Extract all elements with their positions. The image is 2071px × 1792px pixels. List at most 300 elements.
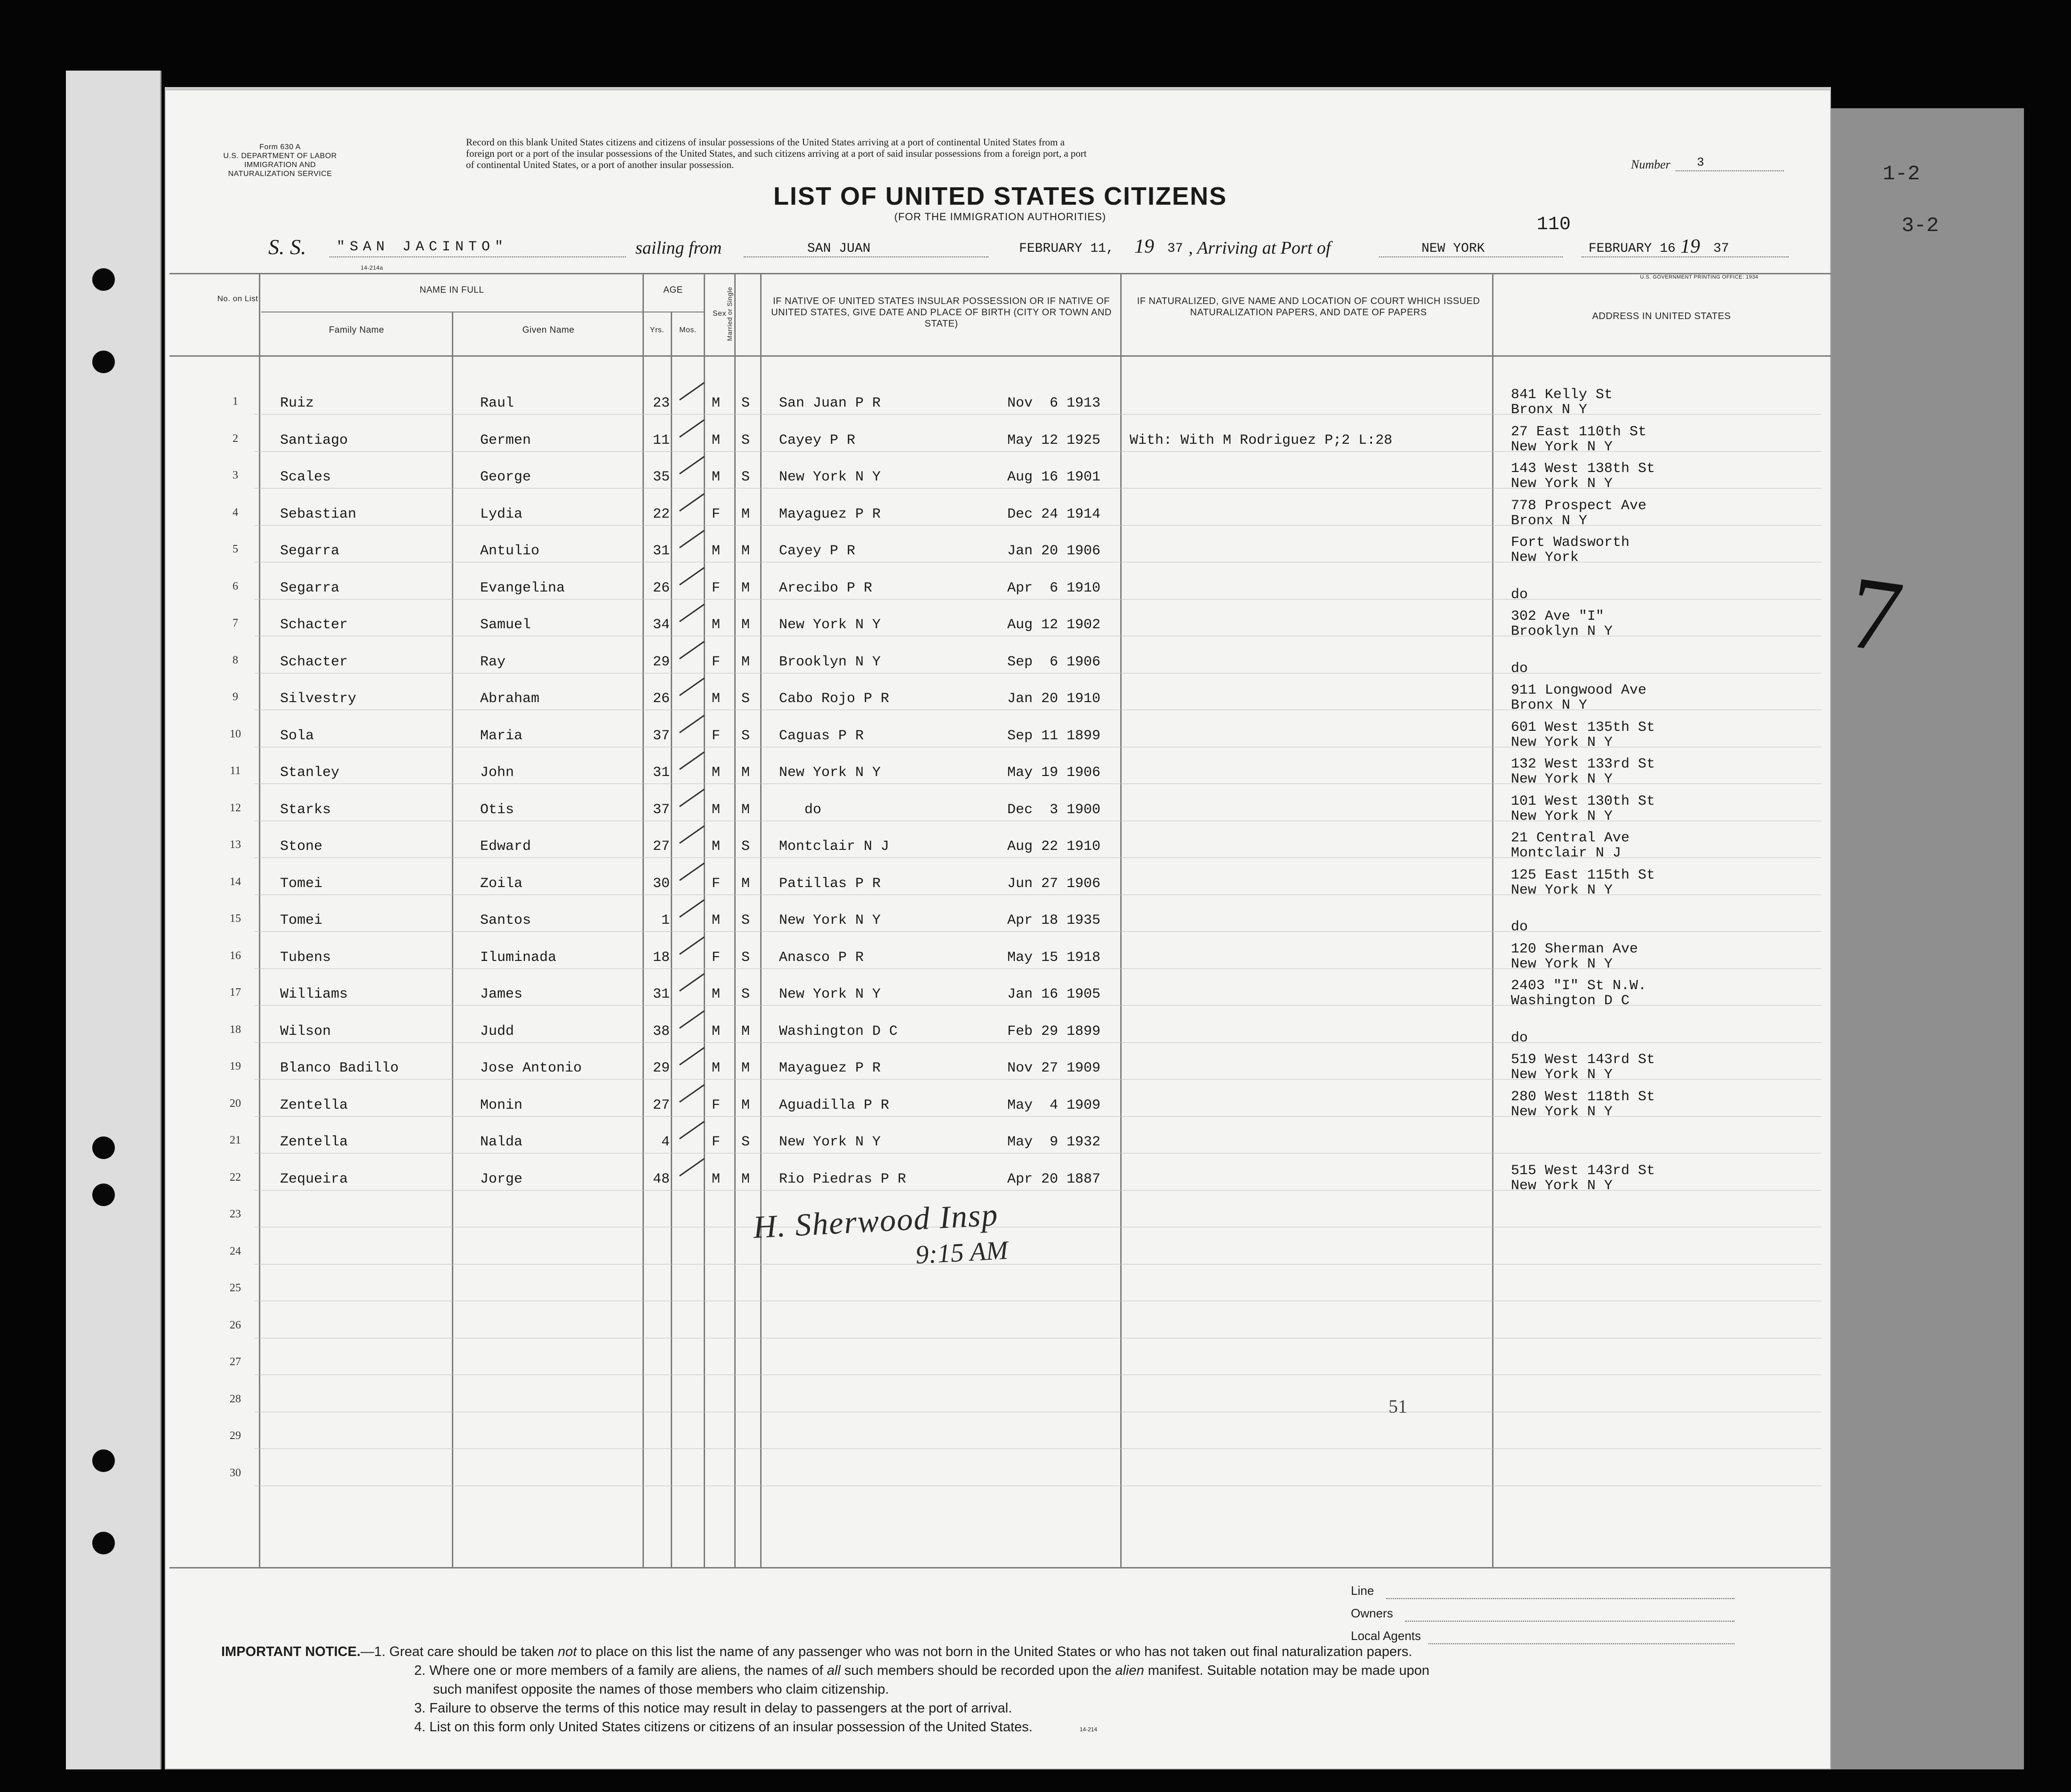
marital-status: M [741, 1060, 750, 1076]
sex: M [712, 395, 721, 411]
row-number: 24 [230, 1245, 241, 1257]
birth-place: New York N Y [779, 1134, 881, 1150]
given-name: Maria [480, 728, 523, 744]
notice-line-2-cont: such manifest opposite the names of those members who claim citizenship. [433, 1682, 889, 1697]
row-number: 17 [230, 986, 241, 999]
family-name: Zentella [280, 1134, 348, 1150]
sex: M [712, 802, 721, 818]
agents-label: Local Agents [1351, 1629, 1421, 1643]
arrival-year-prefix: 19 [1680, 236, 1700, 257]
age-years: 22 [652, 506, 670, 522]
form-id-block [207, 143, 353, 178]
family-name: Stanley [280, 765, 340, 781]
from-line [744, 256, 988, 257]
family-name: Ruiz [280, 395, 314, 411]
marital-status: S [741, 691, 750, 707]
sex: F [712, 506, 721, 522]
inspector-signature: H. Sherwood Insp [752, 1196, 999, 1245]
table-header-rule [169, 355, 1831, 357]
marital-status: S [741, 950, 750, 966]
address-line-2: Montclair N J [1511, 845, 1621, 861]
row-number: 21 [230, 1134, 241, 1146]
address-line-2: do [1511, 661, 1528, 677]
birth-place: New York N Y [779, 986, 881, 1002]
ruled-line [254, 931, 1822, 932]
col-header-no: No. on List [217, 294, 258, 303]
agency-line: IMMIGRATION AND [244, 161, 316, 169]
marital-status: M [741, 765, 750, 781]
row-number: 2 [233, 432, 238, 445]
page-title: LIST OF UNITED STATES CITIZENS [773, 182, 1227, 210]
row-number: 28 [230, 1393, 241, 1405]
family-name: Williams [280, 986, 348, 1002]
family-name: Scales [280, 469, 331, 485]
notice-line-3: 3. Failure to observe the terms of this notice may result in delay to passengers at the port of arrival. [414, 1701, 1012, 1716]
marital-status: S [741, 469, 750, 485]
col-header-yrs: Yrs. [650, 326, 665, 334]
age-years: 37 [652, 802, 670, 818]
age-years: 29 [652, 1060, 670, 1076]
marital-status: S [741, 432, 750, 448]
birth-date: Jun 27 1906 [1007, 876, 1101, 892]
margin-mark: 1-2 [1883, 162, 1920, 186]
ruled-line [254, 599, 1822, 600]
row-number: 12 [230, 802, 241, 814]
arrival-date-line [1581, 256, 1789, 257]
address-line-2: Bronx N Y [1511, 402, 1588, 418]
marital-status: M [741, 543, 750, 559]
col-header-naturalized: IF NATURALIZED, GIVE NAME AND LOCATION OF COURT WHICH ISSUED NATURALIZATION PAPERS, AND DATE OF PAPERS [1137, 296, 1480, 318]
age-years: 18 [652, 950, 670, 966]
given-name: Monin [480, 1097, 523, 1113]
ss-label: S. S. [268, 235, 306, 259]
given-name: Germen [480, 432, 531, 448]
address-line-1: 120 Sherman Ave [1511, 941, 1638, 957]
marital-status: M [741, 654, 750, 670]
signature-time: 9:15 AM [915, 1235, 1009, 1270]
address-line-1: 125 East 115th St [1511, 867, 1655, 883]
ruled-line [254, 1448, 1822, 1449]
address-line-1: 841 Kelly St [1511, 387, 1613, 403]
address-line-2: New York N Y [1511, 1178, 1613, 1194]
family-name: Stone [280, 839, 323, 855]
col-divider [1492, 273, 1493, 1567]
sex: M [712, 469, 721, 485]
sex: M [712, 1024, 721, 1040]
sex: M [712, 1060, 721, 1076]
birth-place: do [779, 802, 822, 818]
given-name: Santos [480, 912, 531, 928]
col-header-address: ADDRESS IN UNITED STATES [1592, 311, 1731, 321]
binder-strip [66, 71, 161, 1769]
punch-hole [92, 268, 115, 291]
sex: F [712, 950, 721, 966]
age-years: 35 [652, 469, 670, 485]
ruled-line [254, 1042, 1822, 1043]
birth-place: Cabo Rojo P R [779, 691, 890, 707]
sex: M [712, 765, 721, 781]
birth-place: Anasco P R [779, 950, 864, 966]
row-number: 9 [233, 691, 238, 703]
birth-place: Cayey P R [779, 543, 856, 559]
tally-number: 51 [1389, 1396, 1407, 1417]
notice-line-4: 4. List on this form only United States citizens or citizens of an insular possession of the United States. 14-214 [414, 1720, 1098, 1735]
address-line-1: 601 West 135th St [1511, 720, 1655, 736]
address-line-1: 101 West 130th St [1511, 793, 1655, 809]
marital-status: M [741, 802, 750, 818]
col-header-name-group: NAME IN FULL [419, 285, 484, 295]
age-years: 26 [652, 580, 670, 596]
address-line-1: 2403 "I" St N.W. [1511, 978, 1647, 994]
row-number: 6 [233, 580, 238, 592]
margin-mark: 3-2 [1902, 214, 1939, 238]
row-number: 8 [233, 654, 238, 666]
marital-status: S [741, 1134, 750, 1150]
birth-place: Arecibo P R [779, 580, 873, 596]
row-number: 13 [230, 839, 241, 851]
punch-hole [92, 351, 115, 373]
gpo-note: U.S. GOVERNMENT PRINTING OFFICE: 1934 [1640, 274, 1758, 280]
backing-sheet [1817, 108, 2024, 1769]
address-line-2: Bronx N Y [1511, 513, 1588, 529]
row-number: 1 [233, 395, 238, 408]
given-name: Antulio [480, 543, 540, 559]
row-number: 23 [230, 1208, 241, 1220]
birth-date: Dec 24 1914 [1007, 506, 1101, 522]
marital-status: S [741, 839, 750, 855]
ship-name: "SAN JACINTO" [337, 239, 508, 255]
sex: F [712, 580, 721, 596]
address-line-2: New York N Y [1511, 771, 1613, 787]
table-top-rule [169, 273, 1831, 274]
address-line-1: 778 Prospect Ave [1511, 498, 1647, 514]
print-code: 14-214a [361, 264, 383, 271]
col-divider [1120, 273, 1122, 1567]
sail-date: FEBRUARY 11, [1019, 241, 1114, 256]
family-name: Santiago [280, 432, 348, 448]
naturalization-note: With: With M Rodriguez P;2 L:28 [1130, 432, 1393, 448]
address-line-1: Fort Wadsworth [1511, 535, 1630, 551]
given-name: Raul [480, 395, 514, 411]
birth-place: Mayaguez P R [779, 506, 881, 522]
birth-date: Jan 20 1906 [1007, 543, 1101, 559]
birth-place: San Juan P R [779, 395, 881, 411]
agency-line: NATURALIZATION SERVICE [228, 170, 332, 178]
birth-date: Sep 6 1906 [1007, 654, 1101, 670]
row-number: 11 [230, 765, 241, 777]
marital-status: M [741, 876, 750, 892]
given-name: Lydia [480, 506, 523, 522]
row-number: 16 [230, 950, 241, 962]
punch-hole [92, 1184, 115, 1206]
arrival-port-line [1379, 256, 1563, 257]
row-number: 27 [230, 1356, 241, 1368]
birth-date: Nov 27 1909 [1007, 1060, 1101, 1076]
birth-place: New York N Y [779, 469, 881, 485]
address-line-2: New York N Y [1511, 735, 1613, 751]
birth-date: Feb 29 1899 [1007, 1024, 1101, 1040]
sex: M [712, 912, 721, 928]
birth-date: May 9 1932 [1007, 1134, 1101, 1150]
marital-status: S [741, 395, 750, 411]
sex: F [712, 1134, 721, 1150]
given-name: Samuel [480, 617, 531, 633]
address-line-2: New York N Y [1511, 476, 1613, 492]
address-line-2: New York N Y [1511, 808, 1613, 824]
age-years: 4 [661, 1134, 670, 1150]
marital-status: M [741, 580, 750, 596]
given-name: George [480, 469, 531, 485]
row-number: 18 [230, 1024, 241, 1036]
address-line-2: Brooklyn N Y [1511, 624, 1613, 640]
birth-place: Aguadilla P R [779, 1097, 890, 1113]
line-label: Line [1351, 1584, 1374, 1598]
col-divider [452, 312, 453, 1567]
sex: F [712, 728, 721, 744]
ship-line [329, 256, 626, 257]
age-years: 34 [652, 617, 670, 633]
row-number: 3 [233, 469, 238, 481]
sex: F [712, 654, 721, 670]
age-years: 30 [652, 876, 670, 892]
age-years: 31 [652, 765, 670, 781]
birth-date: May 4 1909 [1007, 1097, 1101, 1113]
birth-date: Apr 20 1887 [1007, 1171, 1101, 1187]
age-years: 48 [652, 1171, 670, 1187]
birth-date: Sep 11 1899 [1007, 728, 1101, 744]
sex: M [712, 1171, 721, 1187]
marital-status: S [741, 728, 750, 744]
age-years: 38 [652, 1024, 670, 1040]
col-divider [642, 273, 644, 1567]
marital-status: S [741, 912, 750, 928]
family-name: Blanco Badillo [280, 1060, 399, 1076]
row-number: 4 [233, 506, 238, 519]
instruction-line: Record on this blank United States citizens and citizens of insular possessions of the United States arriving at a port of continental United States from a [466, 136, 1065, 148]
family-name: Sebastian [280, 506, 357, 522]
address-line-1: 280 West 118th St [1511, 1089, 1655, 1105]
birth-place: New York N Y [779, 912, 881, 928]
sailing-label: sailing from [635, 238, 722, 258]
sex: M [712, 839, 721, 855]
col-header-family: Family Name [329, 325, 385, 335]
row-number: 5 [233, 543, 238, 555]
given-name: Edward [480, 839, 531, 855]
sex: M [712, 617, 721, 633]
col-header-sex: Sex [712, 310, 727, 318]
given-name: James [480, 986, 523, 1002]
sex: M [712, 691, 721, 707]
row-number: 20 [230, 1097, 241, 1110]
age-years: 23 [652, 395, 670, 411]
birth-date: Jan 20 1910 [1007, 691, 1101, 707]
row-number: 10 [230, 728, 241, 740]
address-line-2: New York N Y [1511, 439, 1613, 455]
given-name: Otis [480, 802, 514, 818]
line-field [1386, 1598, 1734, 1599]
family-name: Schacter [280, 617, 348, 633]
number-value: 3 [1697, 155, 1704, 169]
birth-place: Washington D C [779, 1024, 898, 1040]
given-name: Iluminada [480, 950, 557, 966]
address-line-1: 515 West 143rd St [1511, 1163, 1655, 1179]
given-name: Nalda [480, 1134, 523, 1150]
marital-status: M [741, 1171, 750, 1187]
family-name: Zequeira [280, 1171, 348, 1187]
address-line-2: New York N Y [1511, 1067, 1613, 1083]
address-line-2: do [1511, 1030, 1528, 1046]
row-number: 14 [230, 876, 241, 888]
marital-status: M [741, 1024, 750, 1040]
birth-place: Brooklyn N Y [779, 654, 881, 670]
given-name: Zoila [480, 876, 523, 892]
arrival-year: 37 [1713, 241, 1729, 256]
number-line [1676, 170, 1784, 171]
col-divider [259, 273, 260, 1567]
owners-label: Owners [1351, 1606, 1393, 1620]
marital-status: M [741, 506, 750, 522]
col-header-age: AGE [663, 285, 683, 295]
age-years: 29 [652, 654, 670, 670]
form-instructions [466, 136, 1539, 170]
row-number: 7 [233, 617, 238, 629]
row-number: 30 [230, 1467, 241, 1479]
given-name: Jorge [480, 1171, 523, 1187]
family-name: Tubens [280, 950, 331, 966]
address-line-2: New York N Y [1511, 956, 1613, 972]
address-line-2: New York [1511, 550, 1579, 566]
col-divider [734, 273, 736, 1567]
margin-mark-large: 7 [1842, 554, 1910, 675]
family-name: Zentella [280, 1097, 348, 1113]
address-line-2: do [1511, 587, 1528, 603]
marital-status: S [741, 986, 750, 1002]
form-number: Form 630 A [259, 143, 301, 151]
address-line-2: do [1511, 919, 1528, 935]
from-port: SAN JUAN [807, 241, 871, 256]
age-years: 1 [661, 912, 670, 928]
marital-status: M [741, 617, 750, 633]
birth-date: May 19 1906 [1007, 765, 1101, 781]
birth-date: Apr 18 1935 [1007, 912, 1101, 928]
birth-place: Cayey P R [779, 432, 856, 448]
row-number: 22 [230, 1171, 241, 1184]
sex: M [712, 986, 721, 1002]
address-line-2: Bronx N Y [1511, 697, 1588, 713]
punch-hole [92, 1532, 115, 1554]
family-name: Tomei [280, 912, 323, 928]
sex: M [712, 432, 721, 448]
family-name: Wilson [280, 1024, 331, 1040]
address-line-1: 27 East 110th St [1511, 424, 1647, 440]
address-line-2: New York N Y [1511, 1104, 1613, 1120]
row-number: 25 [230, 1282, 241, 1294]
address-line-1: 302 Ave "I" [1511, 608, 1605, 624]
age-years: 27 [652, 1097, 670, 1113]
owners-field [1405, 1621, 1734, 1622]
birth-date: Aug 16 1901 [1007, 469, 1101, 485]
birth-date: Jan 16 1905 [1007, 986, 1101, 1002]
col-header-married: Married or Single [726, 287, 733, 341]
row-number: 19 [230, 1060, 241, 1072]
arrival-date: FEBRUARY 16 [1589, 241, 1676, 256]
family-name: Segarra [280, 580, 340, 596]
col-divider [760, 273, 762, 1567]
address-line-2: New York N Y [1511, 882, 1613, 898]
given-name: Judd [480, 1024, 514, 1040]
notice-line-2: 2. Where one or more members of a family are aliens, the names of all such members should be recorded upon the alien manifest. Suitable notation may be made upon [414, 1663, 1429, 1678]
col-header-mos: Mos. [679, 326, 697, 334]
age-years: 27 [652, 839, 670, 855]
given-name: Jose Antonio [480, 1060, 582, 1076]
sail-year-prefix: 19 [1134, 236, 1154, 257]
instruction-line: of continental United States, or a port of another insular possession. [466, 159, 734, 170]
page-subtitle: (FOR THE IMMIGRATION AUTHORITIES) [894, 211, 1107, 223]
sail-year: 37 [1167, 241, 1183, 256]
col-divider [704, 273, 705, 1567]
birth-place: New York N Y [779, 765, 881, 781]
birth-date: Nov 6 1913 [1007, 395, 1101, 411]
punch-hole [92, 1136, 115, 1159]
address-line-1: 143 West 138th St [1511, 461, 1655, 477]
birth-date: Aug 22 1910 [1007, 839, 1101, 855]
address-line-1: 21 Central Ave [1511, 830, 1630, 846]
family-name: Tomei [280, 876, 323, 892]
marital-status: M [741, 1097, 750, 1113]
row-number: 15 [230, 912, 241, 925]
sex: F [712, 1097, 721, 1113]
age-years: 26 [652, 691, 670, 707]
table-bottom-rule [169, 1567, 1831, 1568]
row-number: 26 [230, 1319, 241, 1331]
birth-place: Mayaguez P R [779, 1060, 881, 1076]
birth-place: Caguas P R [779, 728, 864, 744]
address-line-1: 911 Longwood Ave [1511, 682, 1647, 698]
family-name: Starks [280, 802, 331, 818]
page-number: 110 [1537, 214, 1571, 235]
arrival-port: NEW YORK [1421, 241, 1485, 256]
birth-date: May 12 1925 [1007, 432, 1101, 448]
age-years: 11 [652, 432, 670, 448]
age-years: 31 [652, 986, 670, 1002]
agency-line: U.S. DEPARTMENT OF LABOR [223, 152, 337, 160]
given-name: Abraham [480, 691, 540, 707]
address-line-1: 519 West 143rd St [1511, 1052, 1655, 1068]
given-name: Ray [480, 654, 506, 670]
important-notice [221, 1642, 1789, 1739]
sex: M [712, 543, 721, 559]
given-name: Evangelina [480, 580, 565, 596]
family-name: Silvestry [280, 691, 357, 707]
bottom-code: 14-214 [1079, 1726, 1098, 1733]
number-label: Number [1631, 158, 1670, 171]
row-number: 29 [230, 1430, 241, 1442]
punch-hole [92, 1449, 115, 1472]
instruction-line: foreign port or a port of the insular possessions of the United States, and such citizens arriving at a port of said insular possessions from a foreign port, a port [466, 148, 1087, 159]
birth-date: Dec 3 1900 [1007, 802, 1101, 818]
birth-place: Montclair N J [779, 839, 890, 855]
age-years: 31 [652, 543, 670, 559]
col-header-birth: IF NATIVE OF UNITED STATES INSULAR POSSESSION OR IF NATIVE OF UNITED STATES, GIVE DATE AND PLACE OF BIRTH (CITY OR TOWN AND STATE) [771, 296, 1112, 329]
notice-heading: IMPORTANT NOTICE. [221, 1644, 361, 1659]
address-line-1: 132 West 133rd St [1511, 756, 1655, 772]
manifest-sheet [165, 89, 1831, 1769]
sex: F [712, 876, 721, 892]
family-name: Sola [280, 728, 314, 744]
address-line-2: Washington D C [1511, 993, 1630, 1009]
family-name: Segarra [280, 543, 340, 559]
family-name: Schacter [280, 654, 348, 670]
